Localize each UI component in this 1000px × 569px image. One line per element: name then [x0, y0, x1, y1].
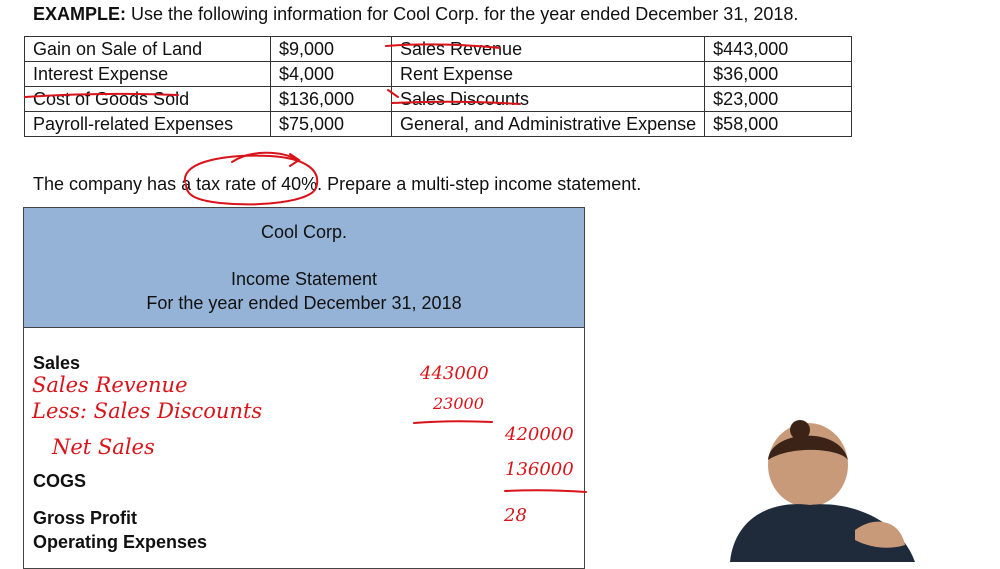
table-cell: Sales Discounts [392, 87, 705, 112]
handwritten-net-sales: Net Sales [52, 435, 155, 459]
tax-sentence: The company has a tax rate of 40%. Prepare a multi-step income statement. [33, 174, 642, 194]
table-cell: $36,000 [705, 62, 852, 87]
table-cell: General, and Administrative Expense [392, 112, 705, 137]
table-cell: $9,000 [271, 37, 392, 62]
example-text: Use the following information for Cool Corp. for the year ended December 31, 2018. [126, 4, 799, 24]
line-sales: Sales [33, 353, 81, 373]
table-cell: Rent Expense [392, 62, 705, 87]
table-row [25, 87, 852, 112]
info-table [24, 36, 852, 137]
line-cogs: COGS [33, 471, 87, 491]
handwritten-420000: 420000 [505, 424, 574, 445]
presenter-image [690, 420, 1000, 562]
table-cell: Payroll-related Expenses [25, 112, 271, 137]
handwritten-less-sales-discounts: Less: Sales Discounts [32, 399, 263, 423]
table-cell: $443,000 [705, 37, 852, 62]
line-operating-expenses: Operating Expenses [33, 532, 208, 552]
table-row [25, 112, 852, 137]
statement-header [24, 208, 584, 328]
table-cell: $136,000 [271, 87, 392, 112]
handwritten-sales-revenue: Sales Revenue [32, 373, 188, 397]
table-cell: Interest Expense [25, 62, 271, 87]
example-label: EXAMPLE: [33, 4, 127, 24]
table-cell: Gain on Sale of Land [25, 37, 271, 62]
table-cell: $23,000 [705, 87, 852, 112]
table-cell: Cost of Goods Sold [25, 87, 271, 112]
table-cell: Sales Revenue [392, 37, 705, 62]
company-name: Cool Corp. [260, 222, 348, 242]
handwritten-136000: 136000 [505, 459, 574, 480]
handwritten-443000: 443000 [420, 363, 489, 384]
table-cell: $75,000 [271, 112, 392, 137]
table-row [25, 62, 852, 87]
table-row [25, 37, 852, 62]
line-gross-profit: Gross Profit [33, 508, 138, 528]
example-heading [33, 4, 798, 25]
tax-rate-arrow [232, 153, 299, 166]
table-cell: $58,000 [705, 112, 852, 137]
statement-title: Income Statement [230, 269, 378, 289]
handwritten-23000: 23000 [433, 394, 484, 413]
statement-period: For the year ended December 31, 2018 [146, 293, 462, 313]
table-cell: $4,000 [271, 62, 392, 87]
handwritten-28: 28 [504, 505, 527, 526]
